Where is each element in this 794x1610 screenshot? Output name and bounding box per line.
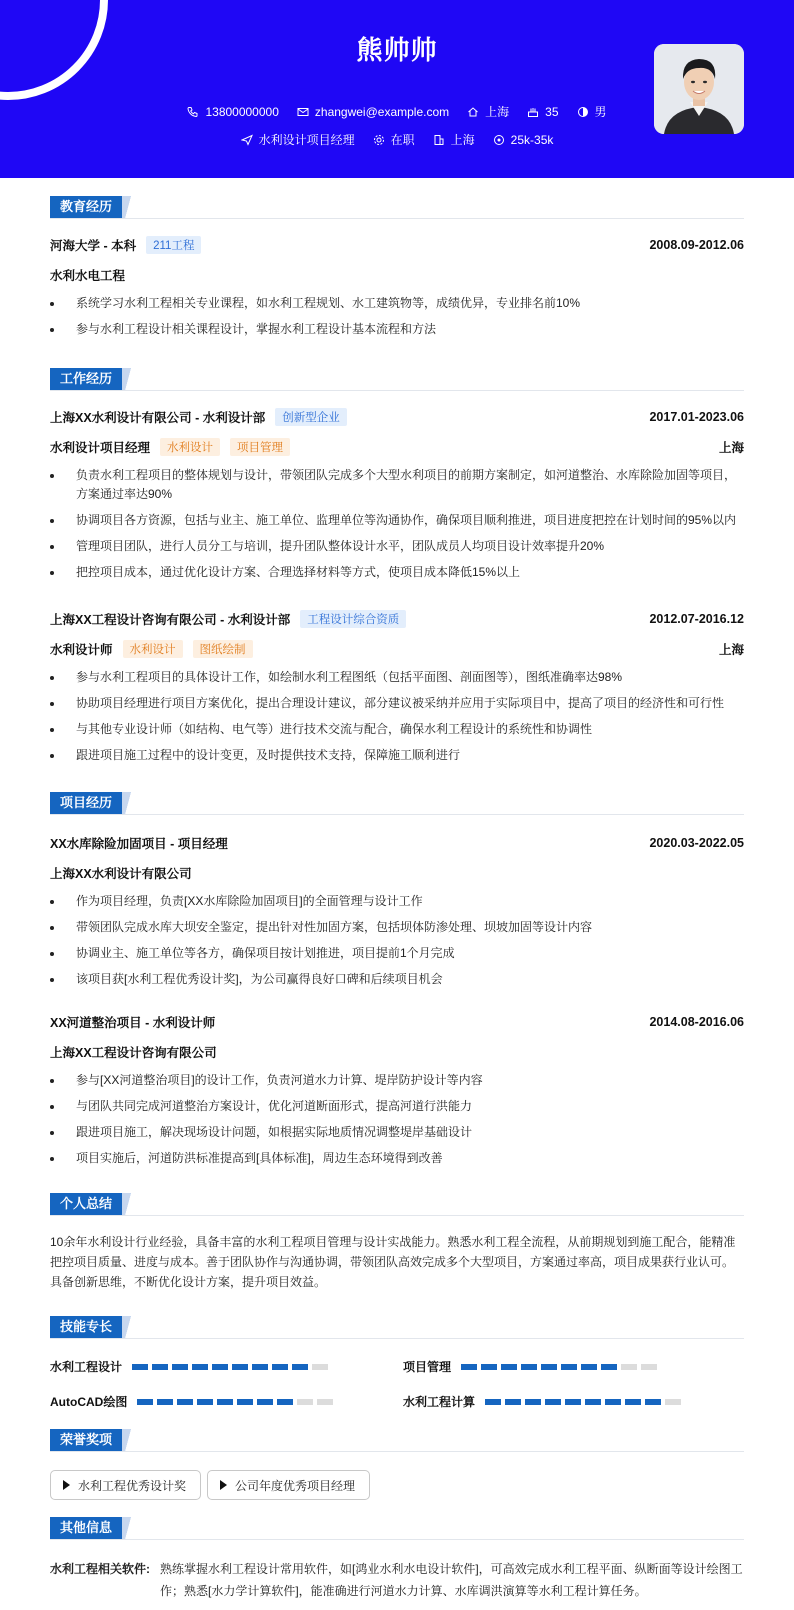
salary-text: 25k-35k — [510, 132, 554, 147]
skill-level-segment — [212, 1364, 228, 1370]
cake-icon — [527, 106, 539, 118]
city-text: 上海 — [450, 133, 475, 147]
list-item: 该项目获[水利工程优秀设计奖]，为公司赢得良好口碑和后续项目机会 — [50, 970, 744, 989]
gender-icon — [577, 106, 589, 118]
award-name: 水利工程优秀设计奖 — [78, 1478, 187, 1493]
home-icon — [467, 106, 479, 118]
position-row — [50, 438, 744, 456]
skills-section-title — [50, 1316, 136, 1338]
project-bullets — [50, 1071, 744, 1175]
skill-level-segment — [605, 1399, 621, 1405]
skill-level-segment — [665, 1399, 681, 1405]
major-name: 水利水电工程 — [50, 269, 126, 283]
skill-level-segment — [192, 1364, 208, 1370]
position-name: 水利设计师 — [50, 643, 113, 657]
skill-name: 水利工程设计 — [50, 1360, 123, 1374]
coin-icon — [493, 134, 505, 146]
other-info-value: 熟练掌握水利工程设计常用软件，如[鸿业水利水电设计软件]，可高效完成水利工程平面、纵断面等设计绘图工作；熟悉[水力学计算软件]，能准确进行河道水力计算、水库调洪演算等水利工程计算任务。 — [160, 1562, 743, 1598]
list-item: 跟进项目施工过程中的设计变更，及时提供技术支持，保障施工顺利进行 — [50, 746, 744, 765]
list-item: 参与[XX河道整治项目]的设计工作，负责河道水力计算、堤岸防护设计等内容 — [50, 1071, 744, 1090]
age-item — [527, 103, 558, 120]
email-item — [297, 103, 449, 120]
mail-icon — [297, 106, 309, 118]
other-info-key: 水利工程相关软件: — [50, 1562, 150, 1576]
play-icon — [220, 1480, 227, 1490]
job-location: 上海 — [718, 441, 744, 455]
building-icon — [433, 134, 445, 146]
skill-level-segment — [172, 1364, 188, 1370]
summary-section-title — [50, 1193, 136, 1215]
skill-level-segment — [501, 1364, 517, 1370]
list-item: 协调业主、施工单位等各方，确保项目按计划推进，项目提前1个月完成 — [50, 944, 744, 963]
job-text: 水利设计项目经理 — [258, 133, 355, 147]
section-label: 项目经历 — [50, 792, 122, 814]
company-tag: 创新型企业 — [275, 408, 347, 426]
skill-level-segment — [505, 1399, 521, 1405]
summary-text: 10余年水利设计行业经验，具备丰富的水利工程项目管理与设计实战能力。熟悉水利工程全流程，从前期规划到施工配合，能精准把控项目质量、进度与成本。善于团队协作与沟通协调，带领团队高效完成多个大型项目，方案通过率高，项目成果获行业认可。具备创新思维，不断优化设计方案，提升项目效益。 — [50, 1235, 736, 1289]
avatar-portrait — [654, 44, 744, 134]
job-bullets — [50, 466, 744, 589]
major-row — [50, 266, 744, 284]
skill-level-segment — [297, 1399, 313, 1405]
job-bullets — [50, 668, 744, 772]
skill-level-segment — [152, 1364, 168, 1370]
candidate-name: 熊帅帅 — [356, 35, 438, 65]
skill-level-segment — [541, 1364, 557, 1370]
company-tag: 工程设计综合资质 — [300, 610, 406, 628]
section-label: 荣誉奖项 — [50, 1429, 122, 1451]
skill-level-segment — [525, 1399, 541, 1405]
skill-level-segment — [461, 1364, 477, 1370]
job-header-row — [50, 408, 744, 426]
skill-level-bar — [485, 1399, 681, 1405]
status-text: 在职 — [390, 133, 415, 147]
resume-header — [0, 0, 794, 178]
list-item: 管理项目团队，进行人员分工与培训，提升团队整体设计水平，团队成员人均项目设计效率提升20% — [50, 537, 744, 556]
job-header-row — [50, 610, 744, 628]
education-date: 2008.09-2012.06 — [649, 238, 744, 252]
gender-item — [577, 103, 607, 120]
play-icon — [63, 1480, 70, 1490]
job-date: 2017.01-2023.06 — [649, 410, 744, 424]
phone-item — [187, 103, 278, 120]
skill-level-segment — [252, 1364, 268, 1370]
project-org-row — [50, 1043, 744, 1061]
list-item: 与团队共同完成河道整治方案设计，优化河道断面形式，提高河道行洪能力 — [50, 1097, 744, 1116]
phone-icon — [187, 106, 199, 118]
list-item: 参与水利工程设计相关课程设计，掌握水利工程设计基本流程和方法 — [50, 320, 744, 339]
project-org: 上海XX工程设计咨询有限公司 — [50, 1046, 217, 1060]
skill-level-segment — [621, 1364, 637, 1370]
project-date: 2014.08-2016.06 — [649, 1015, 744, 1029]
skill-level-segment — [272, 1364, 288, 1370]
skill-level-segment — [232, 1364, 248, 1370]
skill-level-segment — [257, 1399, 273, 1405]
skill-item — [50, 1393, 333, 1410]
skill-level-segment — [561, 1364, 577, 1370]
skill-level-segment — [481, 1364, 497, 1370]
skill-level-segment — [217, 1399, 233, 1405]
skill-level-segment — [197, 1399, 213, 1405]
list-item: 项目实施后，河道防洪标准提高到[具体标准]，周边生态环境得到改善 — [50, 1149, 744, 1168]
skill-level-segment — [585, 1399, 601, 1405]
section-divider — [50, 1215, 744, 1216]
skill-item — [403, 1358, 657, 1375]
skill-level-bar — [137, 1399, 333, 1405]
age-text: 35 — [545, 104, 559, 119]
project-name: XX河道整治项目 - 水利设计师 — [50, 1016, 216, 1030]
skill-level-segment — [132, 1364, 148, 1370]
company-name: 上海XX工程设计咨询有限公司 - 水利设计部 — [50, 613, 291, 627]
skill-tag: 水利设计 — [123, 640, 183, 658]
project-bullets — [50, 892, 744, 996]
skill-tag: 图纸绘制 — [193, 640, 253, 658]
gear-icon — [373, 134, 385, 146]
skill-level-segment — [157, 1399, 173, 1405]
skill-level-segment — [581, 1364, 597, 1370]
section-label: 个人总结 — [50, 1193, 122, 1215]
list-item: 把控项目成本，通过优化设计方案、合理选择材料等方式，使项目成本降低15%以上 — [50, 563, 744, 582]
skill-item — [50, 1358, 328, 1375]
projects-section-title — [50, 792, 136, 814]
other-info-row — [50, 1558, 744, 1602]
project-header-row — [50, 1013, 744, 1031]
position-name: 水利设计项目经理 — [50, 441, 151, 455]
skill-level-segment — [312, 1364, 328, 1370]
section-divider — [50, 1451, 744, 1452]
list-item: 带领团队完成水库大坝安全鉴定，提出针对性加固方案，包括坝体防渗处理、坝坡加固等设计内容 — [50, 918, 744, 937]
status-item — [373, 131, 415, 148]
skill-name: AutoCAD绘图 — [50, 1395, 128, 1409]
avatar — [654, 44, 744, 134]
skill-item — [403, 1393, 681, 1410]
section-label: 其他信息 — [50, 1517, 122, 1539]
section-divider — [50, 1539, 744, 1540]
education-section-title — [50, 196, 136, 218]
hometown-text: 上海 — [485, 105, 510, 119]
other-section-title — [50, 1517, 136, 1539]
job-location: 上海 — [718, 643, 744, 657]
skill-level-segment — [277, 1399, 293, 1405]
section-divider — [50, 814, 744, 815]
award-name: 公司年度优秀项目经理 — [235, 1478, 356, 1493]
project-org: 上海XX水利设计有限公司 — [50, 867, 192, 881]
list-item: 与其他专业设计师（如结构、电气等）进行技术交流与配合，确保水利工程设计的系统性和协调性 — [50, 720, 744, 739]
project-name: XX水库除险加固项目 - 项目经理 — [50, 837, 228, 851]
section-divider — [50, 390, 744, 391]
skill-level-segment — [545, 1399, 561, 1405]
project-header-row — [50, 834, 744, 852]
skill-level-segment — [485, 1399, 501, 1405]
section-label: 教育经历 — [50, 196, 122, 218]
gender-text: 男 — [594, 105, 607, 119]
email-text: zhangwei@example.com — [314, 104, 450, 119]
skill-level-segment — [645, 1399, 661, 1405]
school-tag: 211工程 — [146, 236, 201, 254]
salary-item — [493, 131, 554, 148]
section-divider — [50, 218, 744, 219]
skill-name: 项目管理 — [403, 1360, 452, 1374]
award-chip — [207, 1470, 370, 1500]
skill-level-bar — [461, 1364, 657, 1370]
list-item: 系统学习水利工程相关专业课程，如水利工程规划、水工建筑物等，成绩优异，专业排名前10% — [50, 294, 744, 313]
list-item: 跟进项目施工，解决现场设计问题，如根据实际地质情况调整堤岸基础设计 — [50, 1123, 744, 1142]
skill-tag: 水利设计 — [160, 438, 220, 456]
education-bullets — [50, 294, 744, 346]
award-chip — [50, 1470, 201, 1500]
job-item — [241, 131, 355, 148]
list-item: 协助项目经理进行项目方案优化，提出合理设计建议，部分建议被采纳并应用于实际项目中，提高了项目的经济性和可行性 — [50, 694, 744, 713]
skill-level-segment — [641, 1364, 657, 1370]
section-label: 技能专长 — [50, 1316, 122, 1338]
skill-level-segment — [601, 1364, 617, 1370]
list-item: 作为项目经理，负责[XX水库除险加固项目]的全面管理与设计工作 — [50, 892, 744, 911]
skill-level-segment — [565, 1399, 581, 1405]
city-item — [433, 131, 475, 148]
awards-section-title — [50, 1429, 136, 1451]
skill-level-segment — [137, 1399, 153, 1405]
send-icon — [241, 134, 253, 146]
job-date: 2012.07-2016.12 — [649, 612, 744, 626]
section-divider — [50, 1338, 744, 1339]
school-name: 河海大学 - 本科 — [50, 239, 137, 253]
skill-tag: 项目管理 — [230, 438, 290, 456]
skill-level-segment — [625, 1399, 641, 1405]
skill-level-segment — [177, 1399, 193, 1405]
skill-level-segment — [237, 1399, 253, 1405]
education-header-row — [50, 236, 744, 254]
company-name: 上海XX水利设计有限公司 - 水利设计部 — [50, 411, 266, 425]
section-label: 工作经历 — [50, 368, 122, 390]
work-section-title — [50, 368, 136, 390]
position-row — [50, 640, 744, 658]
skill-name: 水利工程计算 — [403, 1395, 476, 1409]
skill-level-segment — [521, 1364, 537, 1370]
hometown-item — [467, 103, 509, 120]
skill-level-segment — [317, 1399, 333, 1405]
skill-level-segment — [292, 1364, 308, 1370]
list-item: 协调项目各方资源，包括与业主、施工单位、监理单位等沟通协作，确保项目顺利推进，项目进度把控在计划时间的95%以内 — [50, 511, 744, 530]
project-date: 2020.03-2022.05 — [649, 836, 744, 850]
list-item: 负责水利工程项目的整体规划与设计，带领团队完成多个大型水利项目的前期方案制定，如河道整治、水库除险加固等项目，方案通过率达90% — [50, 466, 744, 504]
project-org-row — [50, 864, 744, 882]
list-item: 参与水利工程项目的具体设计工作，如绘制水利工程图纸（包括平面图、剖面图等），图纸准确率达98% — [50, 668, 744, 687]
skill-level-bar — [132, 1364, 328, 1370]
phone-text: 13800000000 — [205, 104, 279, 119]
